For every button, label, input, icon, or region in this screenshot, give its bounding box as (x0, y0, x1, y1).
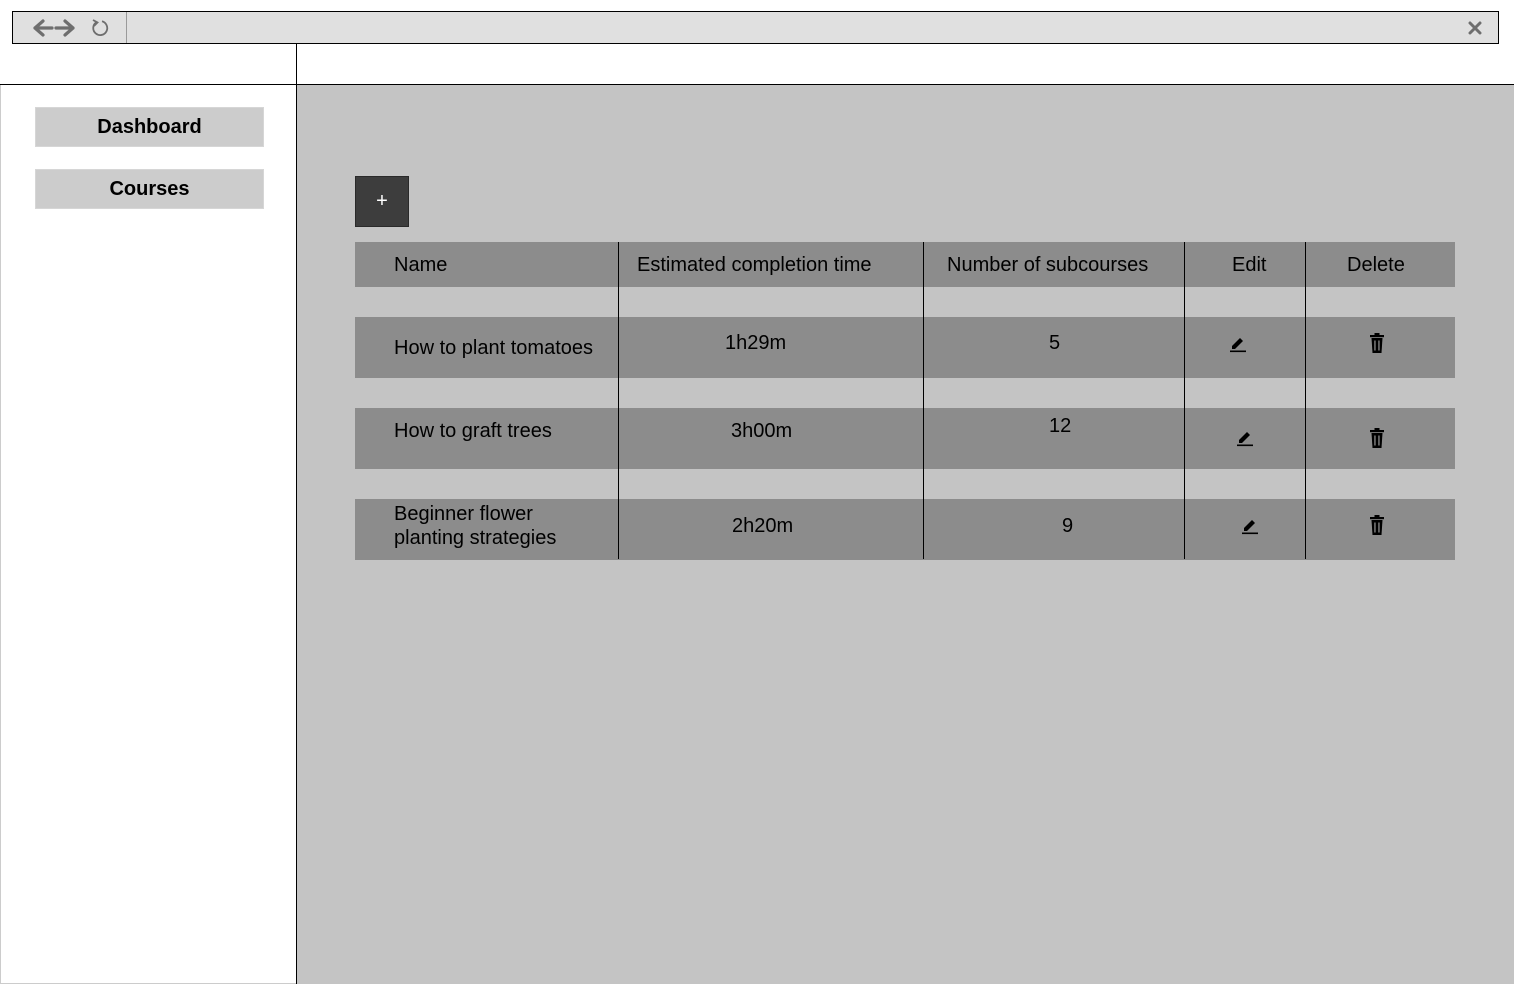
course-time: 2h20m (732, 515, 794, 537)
column-header-delete: Delete (1347, 254, 1405, 276)
trash-icon[interactable] (1366, 514, 1388, 536)
sidebar-item-label: Dashboard (97, 115, 202, 138)
column-divider (618, 242, 619, 559)
course-subcourses: 12 (1049, 415, 1072, 437)
column-divider (923, 242, 924, 559)
column-divider (1305, 242, 1306, 559)
close-icon[interactable] (1466, 19, 1484, 37)
browser-nav-group (13, 12, 127, 43)
course-name: How to plant tomatoes (394, 337, 593, 359)
trash-icon[interactable] (1366, 332, 1388, 354)
sidebar-item-label: Courses (109, 177, 190, 200)
course-name: Beginner flower planting strategies (394, 503, 557, 549)
column-header-edit: Edit (1232, 254, 1267, 276)
sidebar-item-dashboard[interactable] (35, 107, 264, 147)
plus-icon: + (376, 190, 388, 212)
column-header-name: Name (394, 254, 448, 276)
sidebar (0, 85, 296, 984)
sidebar-item-courses[interactable] (35, 169, 264, 209)
course-subcourses: 9 (1062, 515, 1074, 537)
course-time: 3h00m (731, 420, 793, 442)
browser-toolbar (12, 11, 1499, 44)
column-divider (1184, 242, 1185, 559)
course-time: 1h29m (725, 332, 787, 354)
trash-icon[interactable] (1366, 427, 1388, 449)
column-header-time: Estimated completion time (637, 254, 872, 276)
app-header (0, 44, 1514, 85)
courses-table (355, 242, 1455, 560)
back-forward-arrows-icon[interactable] (33, 18, 75, 38)
reload-icon[interactable] (89, 17, 111, 39)
column-header-subcourses: Number of subcourses (947, 254, 1149, 276)
header-left-panel (0, 44, 296, 85)
pencil-icon[interactable] (1234, 426, 1256, 448)
pencil-icon[interactable] (1227, 332, 1249, 354)
course-subcourses: 5 (1049, 332, 1061, 354)
header-right-panel (296, 44, 1514, 85)
pencil-icon[interactable] (1239, 514, 1261, 536)
table-header-row (355, 242, 1455, 287)
add-course-button[interactable] (355, 176, 409, 227)
main-content (296, 85, 1514, 984)
course-name: How to graft trees (394, 420, 552, 442)
